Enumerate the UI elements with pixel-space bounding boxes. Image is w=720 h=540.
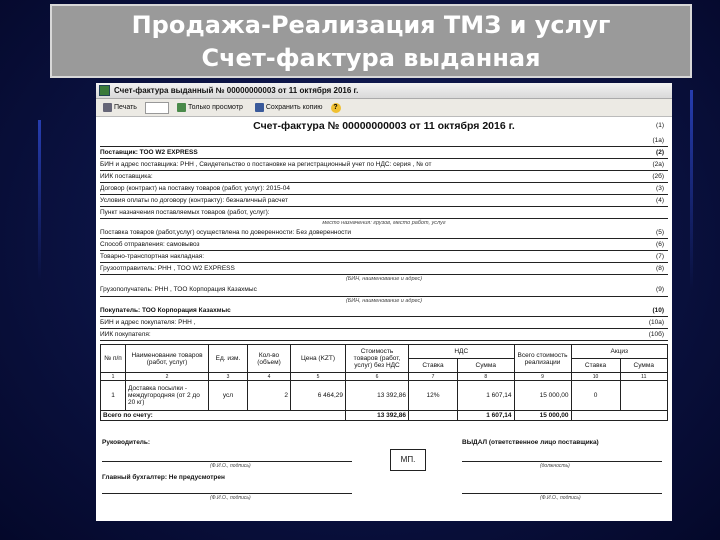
issued-label: ВЫДАЛ (ответственное лицо поставщика)	[462, 439, 599, 446]
manager-line	[102, 461, 352, 462]
slide-title-line2: Счет-фактура выданная	[201, 44, 541, 72]
stamp-box: МП.	[390, 449, 426, 471]
invoice-row: (1а)	[100, 135, 668, 147]
invoice-row: БИН и адрес поставщика: РНН , Свидетельство о постановке на регистрационный учет по НДС: серия , № от (2а)	[100, 159, 668, 171]
invoice-heading: Счет-фактура № 00000000003 от 11 октября 2016 г. (1)	[253, 120, 664, 132]
column-subheader: Ставка	[409, 359, 458, 373]
goods-table	[100, 344, 668, 421]
readonly-button[interactable]: Только просмотр	[173, 101, 247, 114]
column-header: Всего стоимость реализации	[514, 345, 571, 373]
column-header: НДС	[409, 345, 515, 359]
caption: (Ф.И.О., подпись)	[210, 495, 251, 501]
issued-sign-line	[462, 493, 662, 494]
bg-streak	[38, 120, 41, 280]
caption: (Ф.И.О., подпись)	[210, 463, 251, 469]
issued-line	[462, 461, 662, 462]
caption: (БИН, наименование и адрес)	[345, 298, 423, 304]
invoice-row: Условия оплаты по договору (контракту): безналичный расчет (4)	[100, 195, 668, 207]
column-subheader: Сумма	[620, 359, 667, 373]
invoice-row: БИН и адрес покупателя: РНН , (10а)	[100, 317, 668, 329]
column-header: № п/п	[101, 345, 126, 373]
invoice-row: Товарно-транспортная накладная: (7)	[100, 251, 668, 263]
invoice-row: Грузополучатель: РНН , ТОО Корпорация Казахмыс (9)	[100, 283, 668, 297]
caption: (Ф.И.О., подпись)	[540, 495, 581, 501]
caption: место назначения: грузов, место работ, услуг	[322, 220, 446, 226]
window-title: Счет-фактура выданный № 00000000003 от 11 октября 2016 г.	[114, 86, 359, 95]
caption: (БИН, наименование и адрес)	[345, 276, 423, 282]
column-header: Стоимость товаров (работ, услуг) без НДС	[346, 345, 409, 373]
printer-icon	[103, 103, 112, 112]
app-icon	[99, 85, 110, 96]
print-button[interactable]: Печать	[99, 101, 141, 114]
invoice-row: ИИК поставщика: (2б)	[100, 171, 668, 183]
invoice-row: ИИК покупателя: (10б)	[100, 329, 668, 341]
manager-label: Руководитель:	[102, 439, 151, 446]
caption: (должность)	[540, 463, 570, 469]
column-header: Кол-во (объем)	[248, 345, 291, 373]
table-row: 1 Доставка посылки - междугородняя (от 2 до 20 кг) усл 2 6 464,29 13 392,86 12% 1 607,14 15 000,00 0	[101, 381, 668, 411]
invoice-row: Грузоотправитель: РНН , ТОО W2 EXPRESS (8)	[100, 263, 668, 275]
column-number-row: 1 2 3 4 5 6 7 8 9 10 11	[101, 373, 668, 381]
slide-title	[50, 4, 692, 78]
column-header: Акциз	[571, 345, 667, 359]
invoice-row: Способ отправления: самовывоз (6)	[100, 239, 668, 251]
invoice-window	[96, 83, 672, 521]
total-row: Всего по счету: 13 392,86 1 607,14 15 000,00	[101, 411, 668, 421]
copies-input[interactable]	[145, 102, 169, 114]
invoice-row: Пункт назначения поставляемых товаров (работ, услуг):	[100, 207, 668, 219]
save-copy-button[interactable]: Сохранить копию	[251, 101, 327, 114]
signatures	[100, 421, 668, 507]
column-header: Ед. изм.	[209, 345, 248, 373]
bg-streak	[690, 90, 693, 290]
column-subheader: Ставка	[571, 359, 620, 373]
toolbar	[96, 99, 672, 117]
invoice-body	[100, 117, 668, 507]
column-header: Наименование товаров (работ, услуг)	[126, 345, 209, 373]
accountant-label: Главный бухгалтер: Не предусмотрен	[102, 474, 225, 481]
invoice-row: Поставщик: ТОО W2 EXPRESS (2)	[100, 147, 668, 159]
invoice-row: Поставка товаров (работ,услуг) осуществлена по доверенности: Без доверенности (5)	[100, 227, 668, 239]
invoice-row: Договор (контракт) на поставку товаров (работ, услуг): 2015-04 (3)	[100, 183, 668, 195]
slide-title-line1: Продажа-Реализация ТМЗ и услуг	[131, 11, 611, 39]
save-icon	[255, 103, 264, 112]
window-titlebar	[96, 83, 672, 99]
accountant-line	[102, 493, 352, 494]
invoice-row: Покупатель: ТОО Корпорация Казахмыс (10)	[100, 305, 668, 317]
column-header: Цена (KZT)	[291, 345, 346, 373]
view-icon	[177, 103, 186, 112]
help-icon[interactable]: ?	[331, 103, 341, 113]
column-subheader: Сумма	[458, 359, 515, 373]
